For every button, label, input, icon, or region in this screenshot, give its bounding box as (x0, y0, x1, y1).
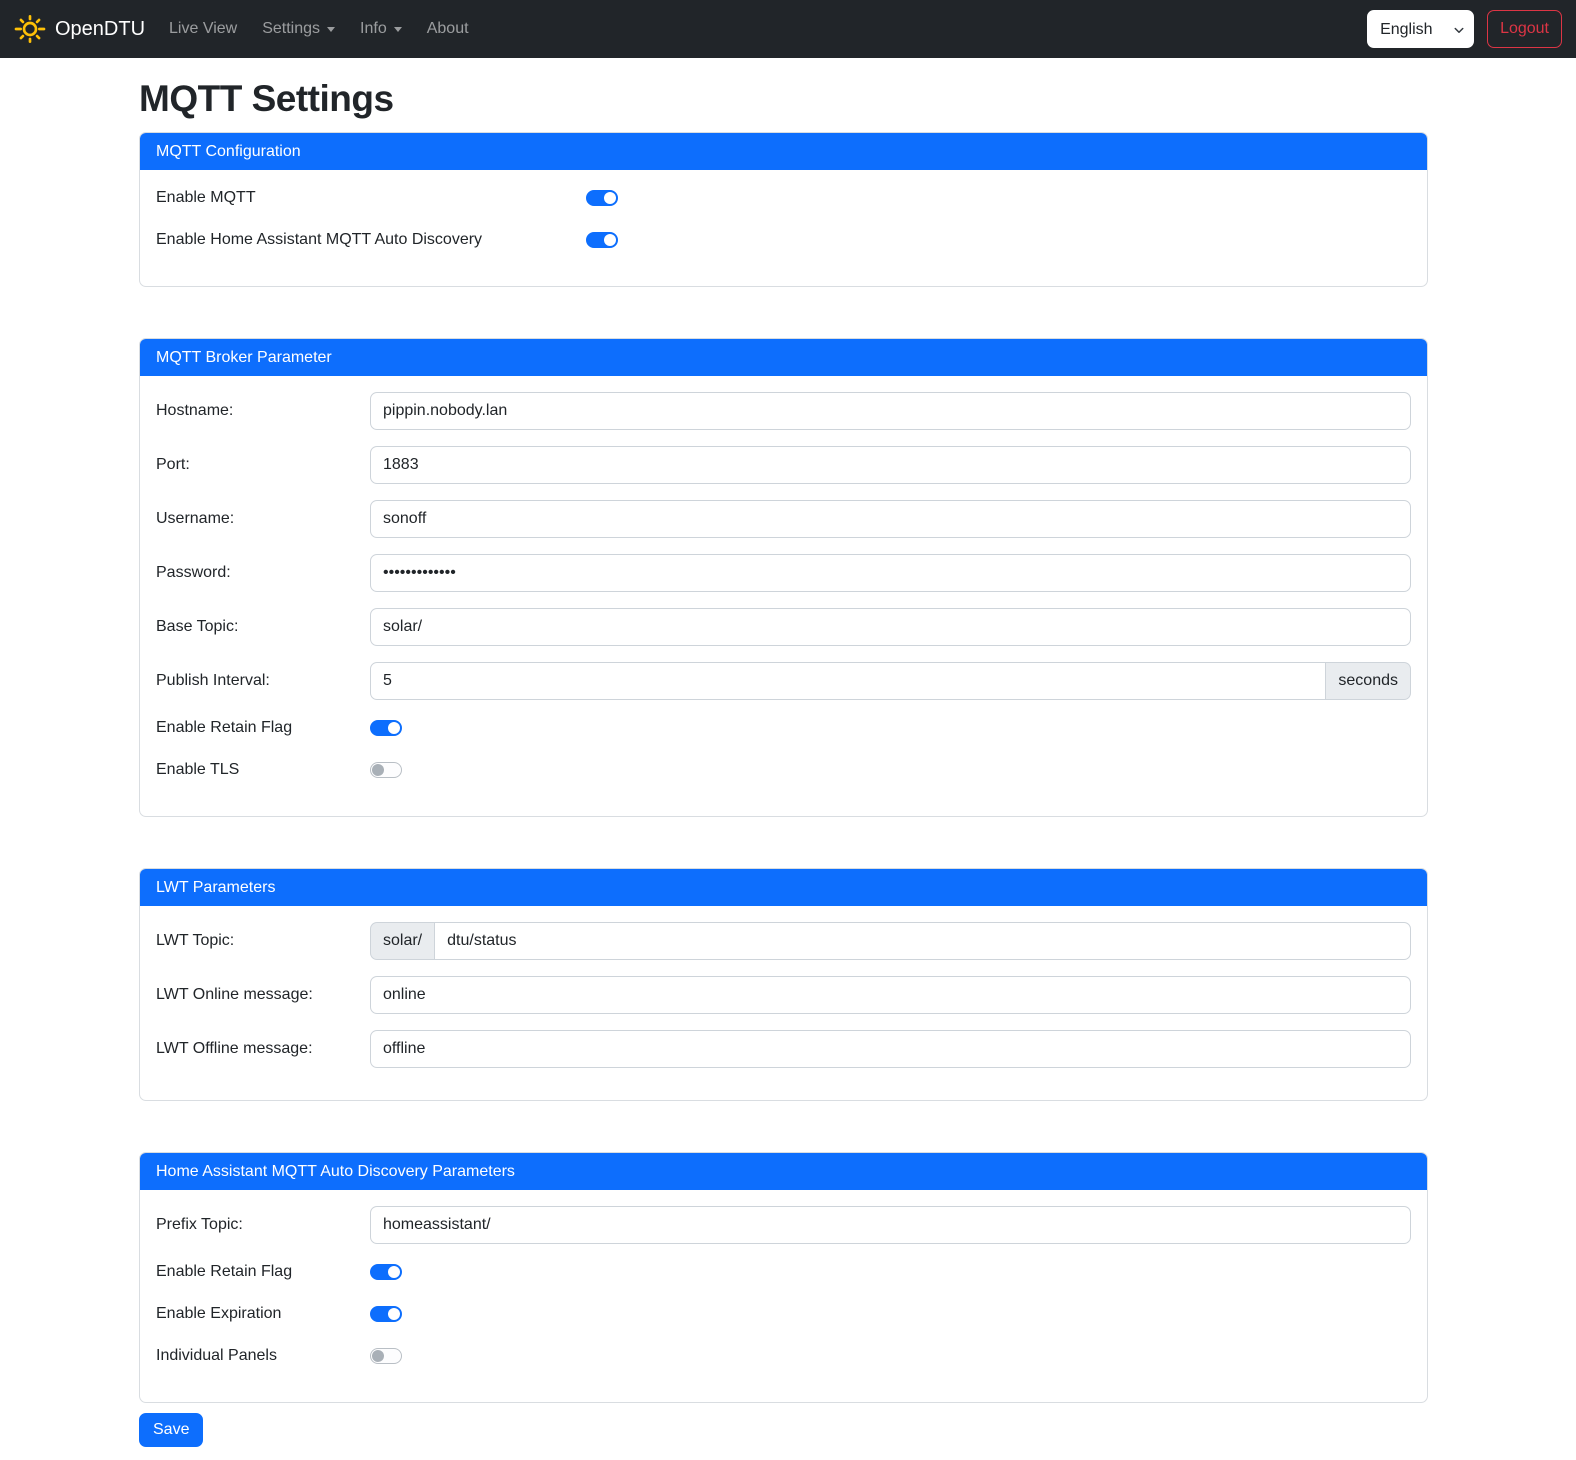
page-title: MQTT Settings (139, 78, 394, 119)
card-mqtt-broker-parameter (139, 338, 1428, 817)
prefix-topic-input[interactable] (370, 1206, 1411, 1244)
nav-item-settings[interactable] (254, 12, 343, 46)
hostname-input[interactable] (370, 392, 1411, 430)
form-row-base-topic (156, 608, 1411, 646)
field-label: Username: (156, 510, 235, 527)
chevron-down-icon (394, 27, 402, 32)
toggle-knob (372, 764, 384, 776)
password-input[interactable] (370, 554, 1411, 592)
lwt-topic-input[interactable] (434, 922, 1411, 960)
enable-mqtt-toggle[interactable] (586, 190, 618, 206)
nav-item-about[interactable] (419, 12, 477, 46)
nav-item-label: Settings (262, 20, 321, 37)
save-button[interactable]: Save (139, 1413, 203, 1447)
brand[interactable] (14, 13, 145, 45)
card-header-hass-discovery: Home Assistant MQTT Auto Discovery Parameters (140, 1153, 1427, 1190)
switch-label: Enable Retain Flag (156, 719, 293, 736)
form-row-enable-ha-discovery (156, 228, 1411, 252)
enable-ha-discovery-toggle[interactable] (586, 232, 618, 248)
switch-label: Enable TLS (156, 761, 240, 778)
individual-panels-toggle[interactable] (370, 1348, 402, 1364)
toggle-knob (388, 1266, 400, 1278)
card-header-mqtt-broker-parameter: MQTT Broker Parameter (140, 339, 1427, 376)
field-label: Prefix Topic: (156, 1216, 243, 1233)
form-row-password (156, 554, 1411, 592)
nav-item-label: About (426, 20, 469, 37)
form-row-enable-mqtt (156, 186, 1411, 210)
nav-links (161, 12, 486, 46)
enable-tls-toggle[interactable] (370, 762, 402, 778)
card-hass-discovery-parameters (139, 1152, 1428, 1403)
hass-retain-toggle[interactable] (370, 1264, 402, 1280)
navbar (0, 0, 1576, 58)
switch-label: Enable Home Assistant MQTT Auto Discovery (156, 231, 483, 248)
base-topic-input[interactable] (370, 608, 1411, 646)
form-row-enable-expiration (156, 1302, 1411, 1326)
field-label: Base Topic: (156, 618, 239, 635)
lwt-topic-prefix-addon: solar/ (370, 922, 434, 960)
field-label: Publish Interval: (156, 672, 270, 689)
card-body (140, 906, 1427, 1100)
field-label: Password: (156, 564, 231, 581)
lwt-offline-input[interactable] (370, 1030, 1411, 1068)
toggle-knob (388, 1308, 400, 1320)
username-input[interactable] (370, 500, 1411, 538)
field-label: LWT Offline message: (156, 1040, 313, 1057)
card-header-mqtt-configuration: MQTT Configuration (140, 133, 1427, 170)
toggle-knob (372, 1350, 384, 1362)
field-label: LWT Online message: (156, 986, 313, 1003)
switch-label: Individual Panels (156, 1347, 277, 1364)
port-input[interactable] (370, 446, 1411, 484)
nav-item-label: Live View (169, 20, 238, 37)
enable-expiration-toggle[interactable] (370, 1306, 402, 1322)
publish-interval-group (370, 662, 1411, 700)
form-row-prefix-topic (156, 1206, 1411, 1244)
form-row-hass-retain (156, 1260, 1411, 1284)
card-header-lwt-parameters: LWT Parameters (140, 869, 1427, 906)
form-row-publish-interval (156, 662, 1411, 700)
switch-label: Enable Expiration (156, 1305, 282, 1322)
form-row-lwt-online (156, 976, 1411, 1014)
navbar-right (1367, 10, 1562, 48)
sun-logo-icon (14, 13, 46, 45)
brand-label: OpenDTU (55, 17, 146, 40)
nav-item-label: Info (360, 20, 387, 37)
form-row-individual-panels (156, 1344, 1411, 1368)
lwt-topic-group (370, 922, 1411, 960)
lwt-online-input[interactable] (370, 976, 1411, 1014)
main-content (139, 78, 1428, 1447)
seconds-addon: seconds (1326, 662, 1411, 700)
enable-retain-toggle[interactable] (370, 720, 402, 736)
chevron-down-icon (327, 27, 335, 32)
switch-label: Enable Retain Flag (156, 1263, 293, 1280)
form-row-port (156, 446, 1411, 484)
language-select-wrap (1367, 10, 1474, 48)
nav-item-info[interactable] (352, 12, 410, 46)
toggle-knob (388, 722, 400, 734)
form-row-enable-retain (156, 716, 1411, 740)
card-mqtt-configuration (139, 132, 1428, 287)
form-row-lwt-topic (156, 922, 1411, 960)
card-body (140, 1190, 1427, 1402)
form-row-hostname (156, 392, 1411, 430)
publish-interval-input[interactable] (370, 662, 1326, 700)
field-label: LWT Topic: (156, 932, 235, 949)
form-row-enable-tls (156, 758, 1411, 782)
nav-item-live-view[interactable] (161, 12, 245, 46)
toggle-knob (604, 234, 616, 246)
card-body (140, 170, 1427, 286)
switch-label: Enable MQTT (156, 189, 256, 206)
form-row-username (156, 500, 1411, 538)
field-label: Hostname: (156, 402, 234, 419)
language-select[interactable] (1367, 10, 1474, 48)
toggle-knob (604, 192, 616, 204)
card-lwt-parameters (139, 868, 1428, 1101)
card-body (140, 376, 1427, 816)
field-label: Port: (156, 456, 190, 473)
form-row-lwt-offline (156, 1030, 1411, 1068)
logout-button[interactable]: Logout (1487, 10, 1562, 48)
